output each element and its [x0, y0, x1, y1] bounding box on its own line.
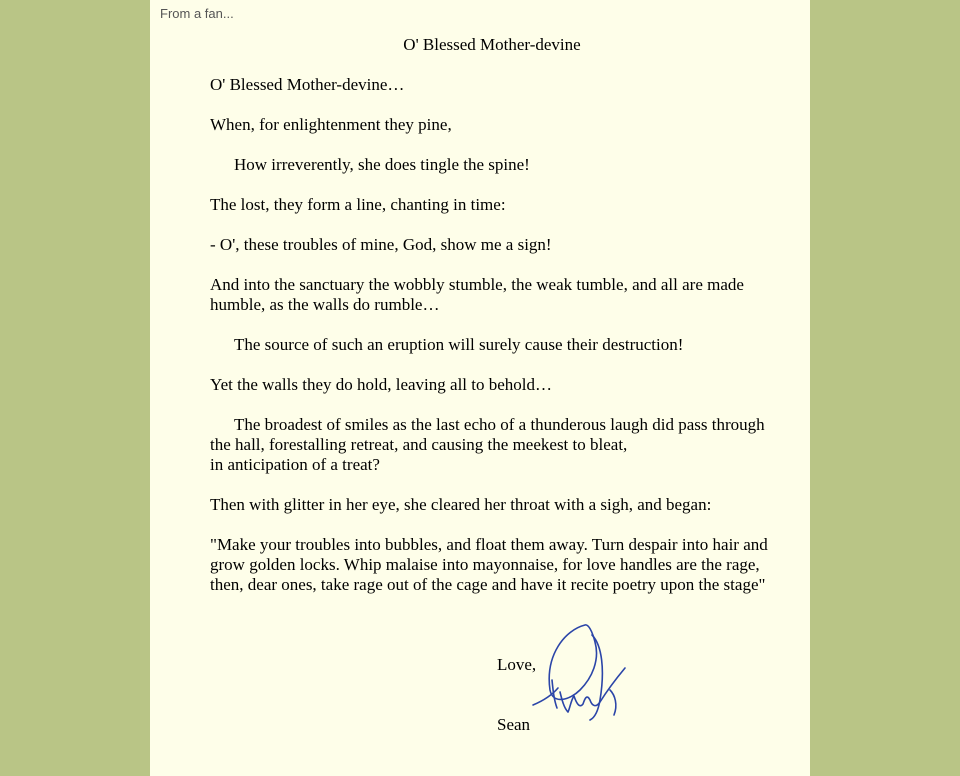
stanza: Yet the walls they do hold, leaving all to behold…: [210, 375, 553, 394]
stanza: "Make your troubles into bubbles, and float them away. Turn despair into hair and grow golden locks. Whip malaise into mayonnaise, for love handles are the rage, then, dear ones, take rage out of the cage and have it recite poetry upon the stage": [210, 535, 768, 594]
stanza: The source of such an eruption will surely cause their destruction!: [234, 335, 684, 354]
signature-icon: [530, 620, 645, 725]
stanza: And into the sanctuary the wobbly stumble, the weak tumble, and all are made humble, as the walls do rumble…: [210, 275, 744, 314]
stanza: Then with glitter in her eye, she cleared her throat with a sigh, and began:: [210, 495, 712, 514]
letter-page: [150, 0, 810, 776]
poem-title: O' Blessed Mother-devine: [403, 35, 581, 54]
closing-salutation: Love,: [497, 655, 537, 674]
stanza: [210, 415, 770, 455]
from-label: From a fan...: [160, 6, 234, 21]
closing-name: Sean: [497, 715, 531, 734]
stanza-text: The broadest of smiles as the last echo of a thunderous laugh did pass through the hall, forestalling retreat, and causing the meekest to bleat,: [210, 415, 765, 454]
stanza: When, for enlightenment they pine,: [210, 115, 452, 134]
stanza: - O', these troubles of mine, God, show me a sign!: [210, 235, 552, 254]
stanza: in anticipation of a treat?: [210, 455, 380, 474]
stanza: The lost, they form a line, chanting in time:: [210, 195, 506, 214]
poem-body: [210, 75, 770, 615]
stanza: O' Blessed Mother-devine…: [210, 75, 405, 94]
stanza: How irreverently, she does tingle the spine!: [234, 155, 530, 174]
